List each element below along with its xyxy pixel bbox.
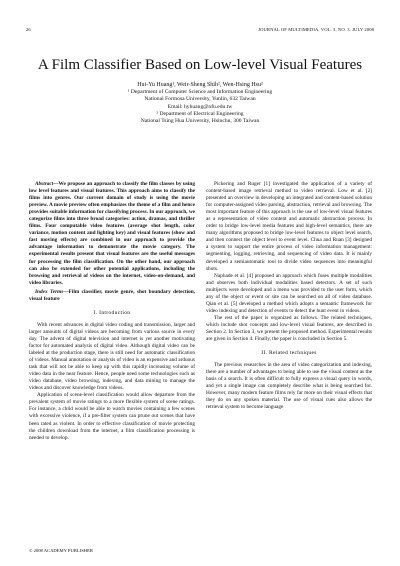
publisher-footer: © 2008 ACADEMY PUBLISHER: [29, 548, 93, 553]
left-column: [29, 181, 195, 442]
body-paragraph: The previous researches in the area of video categorization and indexing, there are a number of advantages to being able to use the visual content as the basis of a search. It is often difficult to fully express a visual query in words, and yet a single image can completely describe what is being searched for. However, many modern feature films rely far more on their visual effects that they do on any spoken material. The use of visual cues also allows the retrieval system to become language: [206, 362, 372, 411]
author-list: Hui-Yu Huang¹, Weir-Sheng Shih², Wen-Hsing Hsu²: [137, 82, 263, 88]
body-paragraph: Application of scene-level classification would allow departure from the prevalent system of movie ratings to a more flexible system of scene ratings. For instance, a child would be able to watch movies containing a few scenes with excessive violence, if a pre-filter system can prune out scenes that have been rated as violent. In order to effective classification of movie protecting the children download from the internet, a film classification processing is needed to develop.: [29, 392, 195, 441]
body-paragraph: Naphade et al. [4] proposed an approach which fuses multiple modalities and observes both individual modalities based detectors. A set of such multijects were developed and a menu was provided to the user form, which any of the object or event or site can be searched on all of video database. Qian et al. [5] developed a method which adopts a semantic framework for video indexing and detection of events to detect the hunt event in videos.: [206, 272, 372, 314]
affiliation-2: National Formosa University, Yunlin, 632 Taiwan: [144, 96, 256, 103]
section-heading-related: II. Related techniques: [261, 350, 317, 357]
paper-title: A Film Classifier Based on Low-level Visual Features: [37, 57, 363, 73]
right-column: [206, 181, 372, 411]
index-terms-text: Film classifier, movie genre, shot boundary detection, visual feature: [29, 288, 196, 302]
affiliation-email: Email: hyhuang@nfu.edu.tw: [167, 103, 233, 110]
abstract: Abstract—We propose an approach to classify the film classes by using low level features and visual features. This approach aims to classify the films into genres. Our current domain of study is using the movie preview. A movie preview often emphasizes the theme of a film and hence provides suitable information for classifying process. In our approach, we categorize films into three broad categories: action, dramas, and thriller films. Four computable video features (average shot length, color variance, motion content and lighting key) and visual features (show and fast moving effects) are combined in our approach to provide the advantage information to demonstrate the movie category. The experimental results present that visual features are the useful messages for processing the film classification. On the other hand, our approach can also be extended for other potential applications, including the browsing and retrieval of videos on the internet, video-on-demand, and video libraries.: [29, 181, 195, 286]
abstract-text: We propose an approach to classify the film classes by using low level features and visual features. This approach aims to classify the films into genres. Our current domain of study is using the movie preview. A movie preview often emphasizes the theme of a film and hence provides suitable information for classifying process. In our approach, we categorize films into three broad categories: action, dramas, and thriller films. Four computable video features (average shot length, color variance, motion content and lighting key) and visual features (show and fast moving effects) are combined in our approach to provide the advantage information to demonstrate the movie category. The experimental results present that visual features are the useful messages for processing the film classification. On the other hand, our approach can also be extended for other potential applications, including the browsing and retrieval of videos on the internet, video-on-demand, and video libraries.: [29, 181, 195, 286]
journal-name: JOURNAL OF MULTIMEDIA, VOL. 3, NO. 3, JULY 2008: [258, 27, 374, 32]
affiliation-3: ² Department of Electrical Engineering: [156, 110, 244, 117]
page-number: 26: [26, 27, 31, 32]
body-paragraph: The rest of the paper is organized as follows. The related techniques, which include shot concepts and low-level visual features, are described in Section 2. In Section 3, we present the proposed method. Experimental results are given in Section 4. Finally, the paper is concluded in Section 5.: [206, 314, 372, 343]
affiliation-1: ¹ Department of Computer Science and Information Engineering: [127, 89, 273, 95]
body-paragraph: With recent advances in digital video coding and transmission, larger and larger amounts of digital videos are becoming from various source in every day. The advent of digital television and internet is yet another motivating factor for automated analysis of digital video. Although digital video can be labeled at the production stage, there is still need for automatic classification of videos. Manual annotation or analysis of video is an expensive and arduous task that will not be able to keep up with this rapidly increasing volume of video data in the near feature. Hence, people need some technologies such as video database, video browsing, indexing, and data mining to manage the videos and discover knowledge from videos.: [29, 321, 195, 392]
affiliation-4: National Tsing Hua University, Hsinchu, 300 Taiwan: [140, 118, 260, 125]
body-paragraph: Pickering and Ruger [1] investigated the application of a variety of content-based image retrieval method to video retrieval. Low et al. [2] presented an overview in developing an integrated and content-based solution for computer-assigned video parsing, abstraction, retrieval and browsing. The most important feature of this approach is the use of low-level visual features as a representation of video content and automatic abstraction process. In order to bridge low-level media features and high-level semantics, there are many algorithms proposed to bridge low-level features to object level search, and then connect the object level to event level. Chua and Ruan [3] designed a system to support the entire process of video information management: segmenting, logging, retrieving, and sequencing of video data. It is mainly developed a semiautomatic tool to divide video sequences into meaningful shots.: [206, 181, 372, 272]
index-terms: Index Terms—Film classifier, movie genre, shot boundary detection, visual feature: [29, 288, 196, 302]
abstract-label: Abstract: [35, 181, 54, 187]
index-terms-label: Index Terms: [35, 288, 64, 295]
title-block: [26, 56, 374, 125]
section-heading-introduction: I. Introduction: [93, 309, 131, 316]
